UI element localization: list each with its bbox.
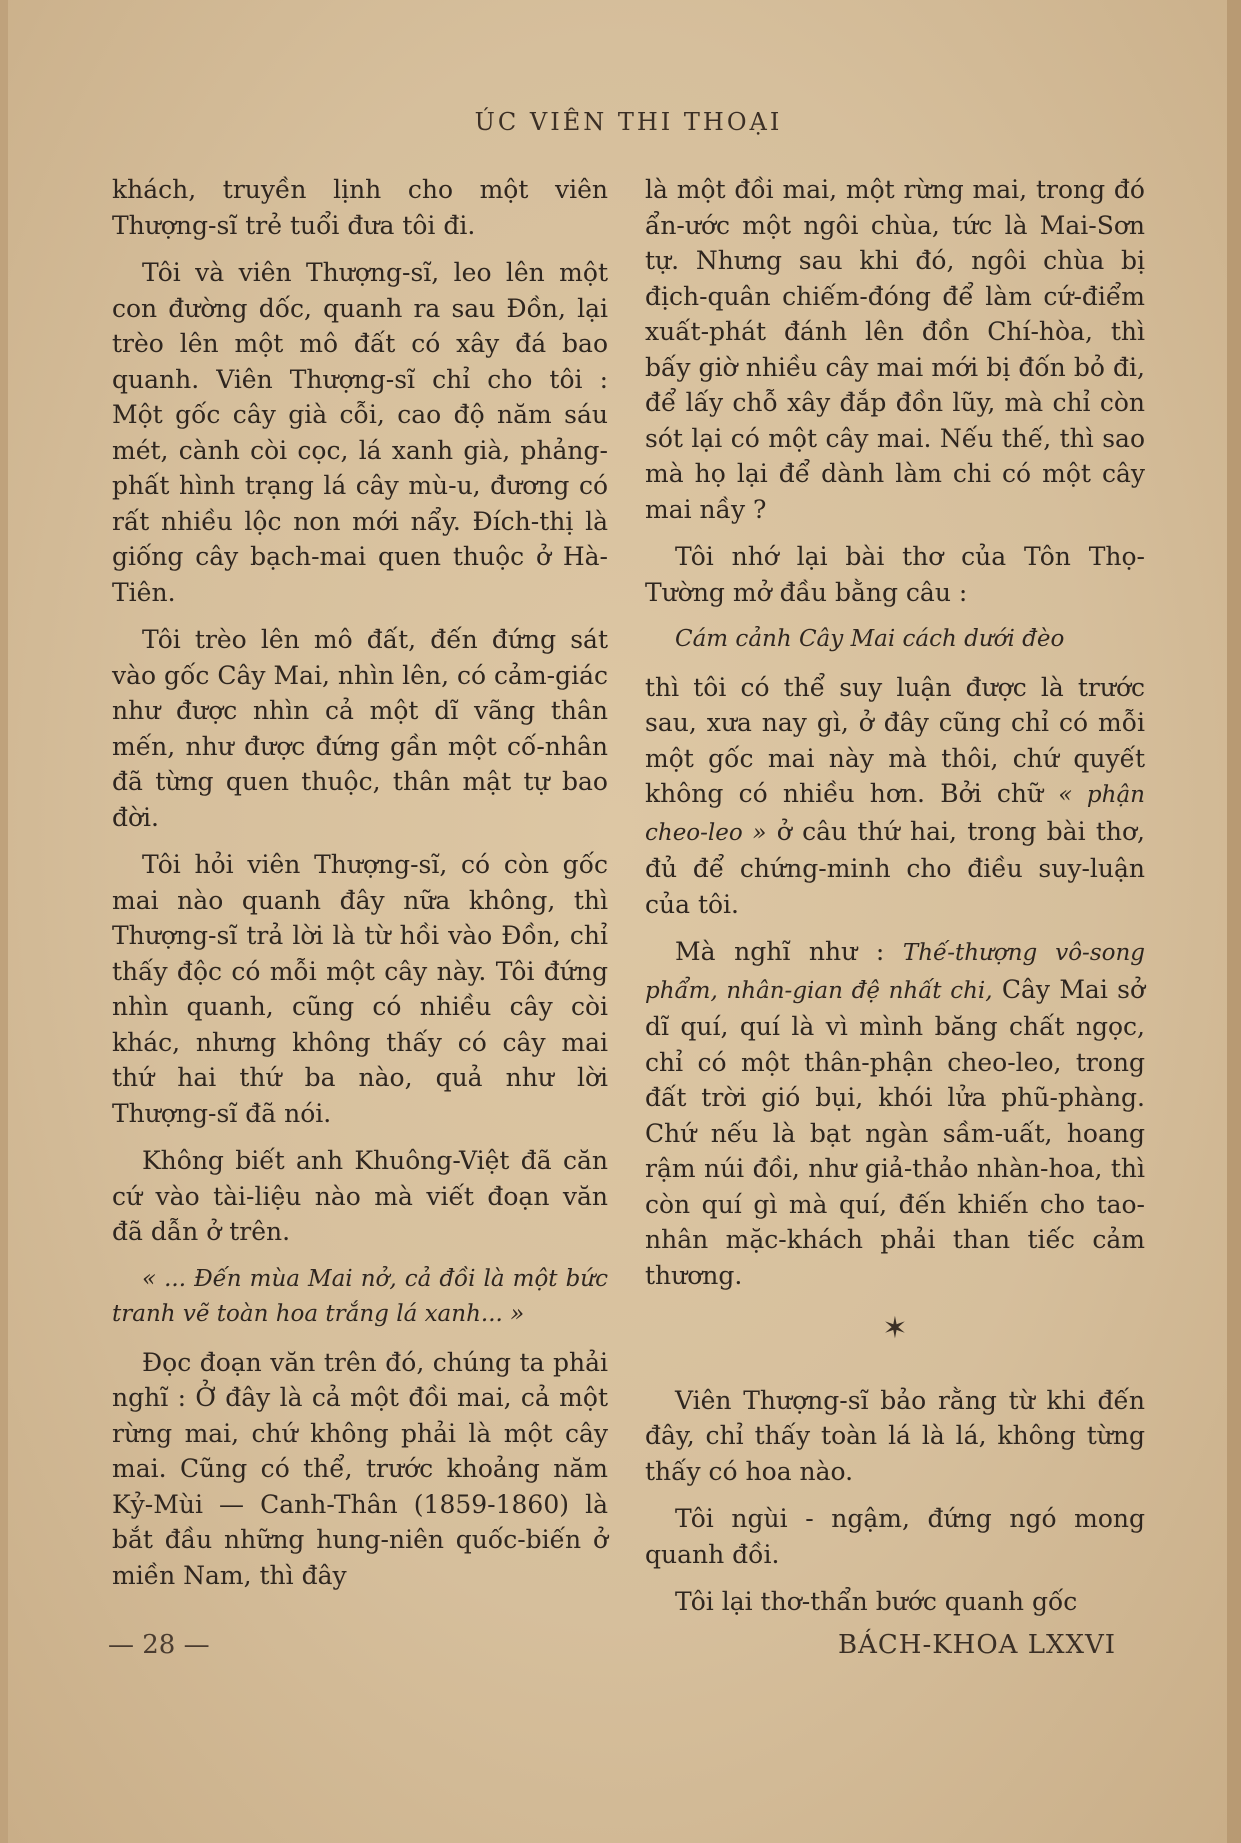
left-column bbox=[112, 172, 608, 1605]
text-run: Mà nghĩ như : bbox=[675, 937, 903, 966]
paragraph: Tôi trèo lên mô đất, đến đứng sát vào gốc Cây Mai, nhìn lên, có cảm-giác như được nhìn cả một dĩ vãng thân mến, như được đứng gần một cố-nhân đã từng quen thuộc, thân mật tự bao đời. bbox=[112, 625, 608, 832]
right-column bbox=[645, 172, 1145, 1632]
text-run: ở câu thứ hai, trong bài thơ, đủ để chứng-minh cho điều suy-luận của tôi. bbox=[645, 816, 1146, 919]
paragraph: Tôi hỏi viên Thượng-sĩ, có còn gốc mai nào quanh đây nữa không, thì Thượng-sĩ trả lời là từ hồi vào Đồn, chỉ thấy độc có mỗi một cây này. Tôi đứng nhìn quanh, cũng có nhiều cây còi khác, nhưng không thấy có cây mai thứ hai thứ ba nào, quả như lời Thượng-sĩ đã nói. bbox=[112, 850, 608, 1128]
verse-line: Cám cảnh Cây Mai cách dưới đèo bbox=[675, 626, 1065, 652]
paragraph: Viên Thượng-sĩ bảo rằng từ khi đến đây, chỉ thấy toàn lá là lá, không từng thấy có hoa nào. bbox=[645, 1385, 1145, 1486]
italic-phrase: « phận cheo-leo » bbox=[645, 782, 1145, 846]
text-run: thì tôi có thể suy luận được là trước sau, xưa nay gì, ở đây cũng chỉ có mỗi một gốc mai này mà thôi, chứ quyết không có nhiều hơn. Bởi chữ bbox=[645, 672, 1145, 808]
page-number: — 28 — bbox=[108, 1630, 210, 1660]
paragraph: là một đồi mai, một rừng mai, trong đó ẩn-ước một ngôi chùa, tức là Mai-Sơn tự. Nhưng sau khi đó, ngôi chùa bị địch-quân chiếm-đóng để làm cứ-điểm xuất-phát đánh lên đồn Chí-hòa, thì bấy giờ nhiều cây mai mới bị đốn bỏ đi, để lấy chỗ xây đắp đồn lũy, mà chỉ còn sót lại có một cây mai. Nếu thế, thì sao mà họ lại để dành làm chi có một cây mai nầy ? bbox=[645, 175, 1145, 524]
paragraph bbox=[645, 670, 1145, 923]
paragraph: Tôi và viên Thượng-sĩ, leo lên một con đường dốc, quanh ra sau Đồn, lại trèo lên một mô đất có xây đá bao quanh. Viên Thượng-sĩ chỉ cho tôi : Một gốc cây già cỗi, cao độ năm sáu mét, cành còi cọc, lá xanh già, phảng-phất hình trạng lá cây mù-u, đương có rất nhiều lộc non mới nẩy. Đích-thị là giống cây bạch-mai quen thuộc ở Hà-Tiên. bbox=[112, 258, 608, 607]
paragraph: Không biết anh Khuông-Việt đã căn cứ vào tài-liệu nào mà viết đoạn văn đã dẫn ở trên. bbox=[112, 1146, 608, 1246]
paragraph: Tôi nhớ lại bài thơ của Tôn Thọ-Tường mở đầu bằng câu : bbox=[645, 542, 1145, 607]
italic-phrase: Thế-thượng vô-song phẩm, nhân-gian đệ nhất chi, bbox=[645, 940, 1146, 1004]
running-header: ÚC VIÊN THI THOẠI bbox=[474, 108, 783, 136]
text-run: Cây Mai sở dĩ quí, quí là vì mình băng chất ngọc, chỉ có một thân-phận cheo-leo, trong đất trời gió bụi, khói lửa phũ-phàng. Chứ nếu là bạt ngàn sầm-uất, hoang rậm núi đồi, như giả-thảo nhàn-hoa, thì còn quí gì mà quí, đến khiến cho tao-nhân mặc-khách phải than tiếc cảm thương. bbox=[645, 974, 1145, 1290]
paragraph: khách, truyền lịnh cho một viên Thượng-sĩ trẻ tuổi đưa tôi đi. bbox=[112, 175, 608, 240]
magazine-issue: BÁCH-KHOA LXXVI bbox=[838, 1630, 1117, 1660]
paragraph: Tôi ngùi - ngậm, đứng ngó mong quanh đồi. bbox=[645, 1504, 1145, 1569]
paragraph: Đọc đoạn văn trên đó, chúng ta phải nghĩ : Ở đây là cả một đồi mai, cả một rừng mai, chứ không phải là một cây mai. Cũng có thể, trước khoảng năm Kỷ-Mùi — Canh-Thân (1859-1860) là bắt đầu những hung-niên quốc-biến ở miền Nam, thì đây bbox=[112, 1347, 608, 1590]
quotation: « ... Đến mùa Mai nở, cả đồi là một bức tranh vẽ toàn hoa trắng lá xanh... » bbox=[112, 1265, 608, 1327]
paragraph bbox=[645, 934, 1145, 1293]
section-divider-star: ✶ bbox=[882, 1311, 908, 1346]
paragraph: Tôi lại thơ-thẩn bước quanh gốc bbox=[675, 1587, 1078, 1616]
